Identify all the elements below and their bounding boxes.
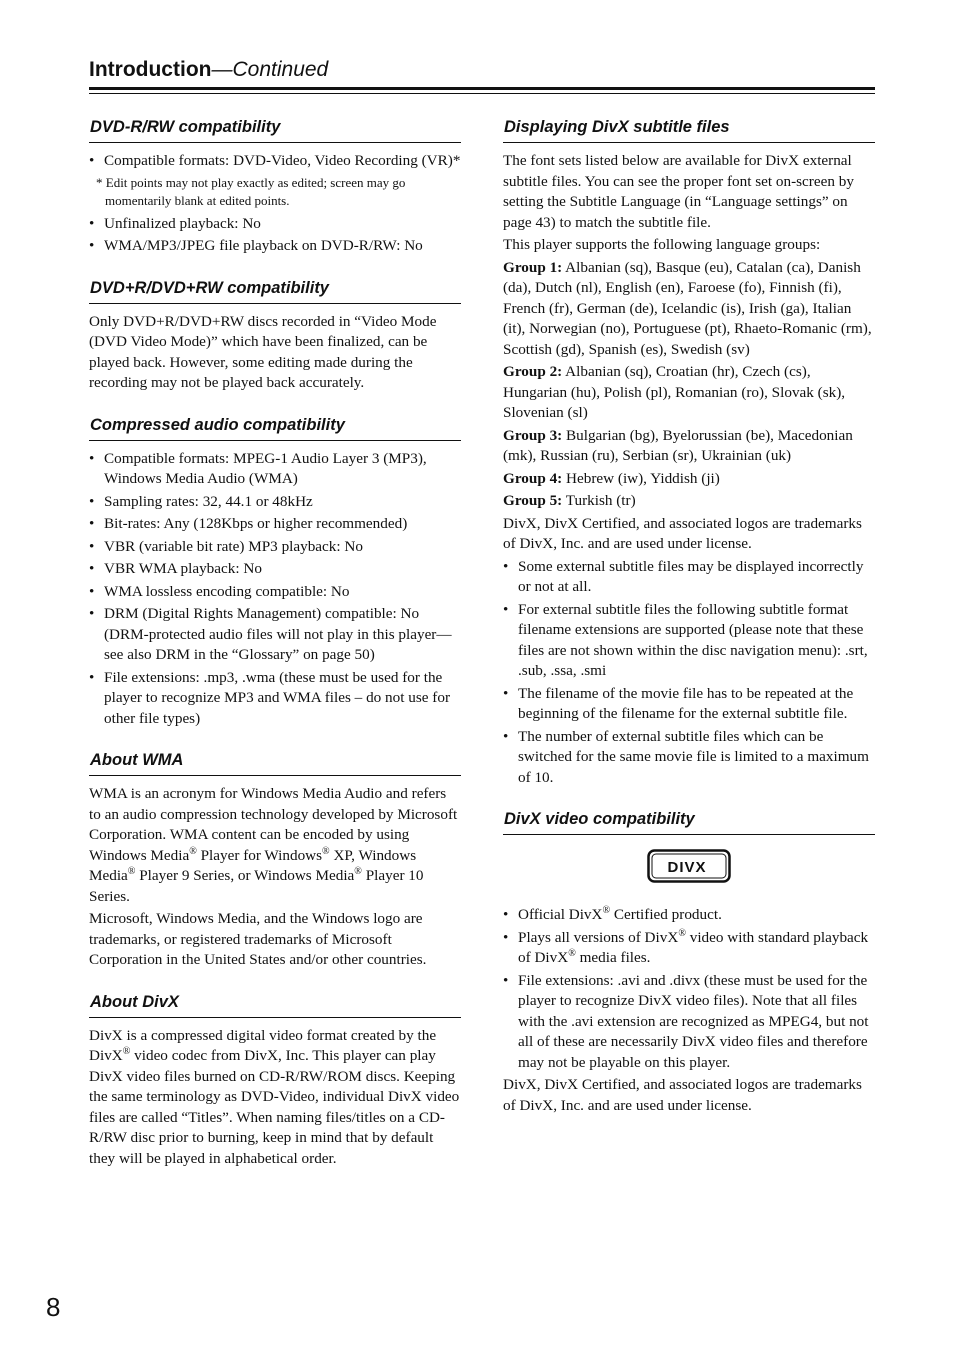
section-dvdplus-compat xyxy=(89,279,461,394)
header-rule-thin xyxy=(89,93,875,94)
section-heading: Displaying DivX subtitle files xyxy=(503,118,875,143)
list-item: • Compatible formats: MPEG-1 Audio Layer 3 (MP3), Windows Media Audio (WMA) xyxy=(89,449,427,487)
list-item: • The filename of the movie file has to be repeated at the beginning of the filename for the external subtitle file. xyxy=(503,684,854,722)
section-divx-video xyxy=(503,810,875,1116)
language-group-5: Group 5: Turkish (tr) xyxy=(503,492,636,509)
paragraph: DivX is a compressed digital video format created by the DivX® video codec from DivX, Inc. This player can play DivX video files burned on CD-R/RW/ROM discs. Keeping the same terminology as DVD-Video, individual DivX video files are called “Titles”. When naming files/titles on a CD-R/RW disc prior to burning, keep in mind that by default they will be played in alphabetical order. xyxy=(89,1026,460,1167)
list-item: • For external subtitle files the following subtitle format filename extensions are supported (please note that these files are not shown within the disc navigation menu): .srt, .sub, .ssa, .smi xyxy=(503,600,868,679)
list-item: • WMA lossless encoding compatible: No xyxy=(89,582,350,600)
section-heading: DivX video compatibility xyxy=(503,810,875,835)
list-item: • Unfinalized playback: No xyxy=(89,214,261,232)
header-continued: —Continued xyxy=(211,58,329,81)
bullet-list xyxy=(503,557,875,789)
section-heading: DVD-R/RW compatibility xyxy=(89,118,461,143)
language-group-4: Group 4: Hebrew (iw), Yiddish (ji) xyxy=(503,469,720,487)
language-group-2: Group 2: Albanian (sq), Croatian (hr), Czech (cs), Hungarian (hu), Polish (pl), Romanian (ro), Slovak (sk), Slovenian (sl) xyxy=(503,363,846,421)
header-title: Introduction xyxy=(89,58,212,81)
trademark-notice: DivX, DivX Certified, and associated logos are trademarks of DivX, Inc. and are used under license. xyxy=(503,514,862,552)
list-item: • VBR (variable bit rate) MP3 playback: No xyxy=(89,537,363,555)
footnote: * Edit points may not play exactly as edited; screen may go momentarily blank at edited points. xyxy=(96,174,406,208)
section-heading: About DivX xyxy=(89,993,461,1018)
svg-text:DIVX: DIVX xyxy=(667,859,707,876)
section-heading: Compressed audio compatibility xyxy=(89,416,461,441)
paragraph: WMA is an acronym for Windows Media Audio and refers to an audio compression technology developed by Microsoft Corporation. WMA content can be encoded by using Windows Media® Player for Windows® XP, Windows Media® Player 9 Series, or Windows Media® Player 10 Series. xyxy=(89,785,458,905)
list-item: • The number of external subtitle files which can be switched for the same movie file is limited to a maximum of 10. xyxy=(503,727,869,786)
paragraph: This player supports the following language groups: xyxy=(503,236,821,253)
section-audio-compat xyxy=(89,416,461,730)
section-divx-subtitles xyxy=(503,118,875,788)
list-item: • File extensions: .mp3, .wma (these must be used for the player to recognize MP3 and WMA files – do not use for other file types) xyxy=(89,668,451,727)
section-about-divx xyxy=(89,993,461,1170)
list-item: • Bit-rates: Any (128Kbps or higher recommended) xyxy=(89,515,408,532)
bullet-list xyxy=(503,905,875,1073)
paragraph: Microsoft, Windows Media, and the Windows logo are trademarks, or registered trademarks of Microsoft Corporation in the United States and/or other countries. xyxy=(89,910,427,968)
section-heading: DVD+R/DVD+RW compatibility xyxy=(89,279,461,304)
list-item: • Sampling rates: 32, 44.1 or 48kHz xyxy=(89,492,313,510)
list-item: • Some external subtitle files may be displayed incorrectly or not at all. xyxy=(503,557,864,595)
list-item: • WMA/MP3/JPEG file playback on DVD-R/RW: No xyxy=(89,237,423,254)
header-rule-thick xyxy=(89,87,875,90)
divx-logo xyxy=(503,849,875,883)
page-number: 8 xyxy=(46,1292,61,1322)
list-item: • Compatible formats: DVD-Video, Video Recording (VR)* xyxy=(89,152,461,169)
bullet-list xyxy=(89,151,461,172)
divx-logo-icon xyxy=(647,849,731,883)
page-header xyxy=(89,58,875,82)
list-item: • VBR WMA playback: No xyxy=(89,560,262,577)
language-group-1: Group 1: Albanian (sq), Basque (eu), Catalan (ca), Danish (da), Dutch (nl), English (en), Faroese (fo), Finnish (fi), French (fr), German (de), Icelandic (is), Irish (ga), Italian (it), Norwegian (no), Portuguese (pt), Rhaeto-Romanic (rm), Scottish (gd), Spanish (es), Swedish (sv) xyxy=(503,258,872,358)
section-dvdr-compat xyxy=(89,118,461,257)
left-column xyxy=(89,118,461,1191)
section-heading: About WMA xyxy=(89,751,461,776)
language-group-3: Group 3: Bulgarian (bg), Byelorussian (be), Macedonian (mk), Russian (ru), Serbian (sr), Ukrainian (uk) xyxy=(503,426,853,464)
trademark-notice: DivX, DivX Certified, and associated logos are trademarks of DivX, Inc. and are used under license. xyxy=(503,1076,862,1114)
bullet-list xyxy=(89,214,461,257)
bullet-list xyxy=(89,449,461,730)
list-item: • Plays all versions of DivX® video with standard playback of DivX® media files. xyxy=(503,927,869,966)
section-about-wma xyxy=(89,751,461,971)
list-item: • DRM (Digital Rights Management) compatible: No (DRM-protected audio files will not play in this player—see also DRM in the “Glossary” on page 50) xyxy=(89,605,452,663)
right-column xyxy=(503,118,875,1138)
paragraph: The font sets listed below are available for DivX external subtitle files. You can see the proper font set on-screen by setting the Subtitle Language (in “Language settings” on page 43) to match the subtitle file. xyxy=(503,152,854,231)
list-item: • Official DivX® Certified product. xyxy=(503,904,722,923)
list-item: • File extensions: .avi and .divx (these must be used for the player to recognize DivX video files). Note that all files with the .avi extension are recognized as MPEG4, but not all of these are necessarily DivX video files and therefore may not be playable on this player. xyxy=(503,971,869,1071)
paragraph: Only DVD+R/DVD+RW discs recorded in “Video Mode (DVD Video Mode)” which have been finalized, can be played back. However, some editing made during the recording may not be played back accurately. xyxy=(89,312,437,391)
